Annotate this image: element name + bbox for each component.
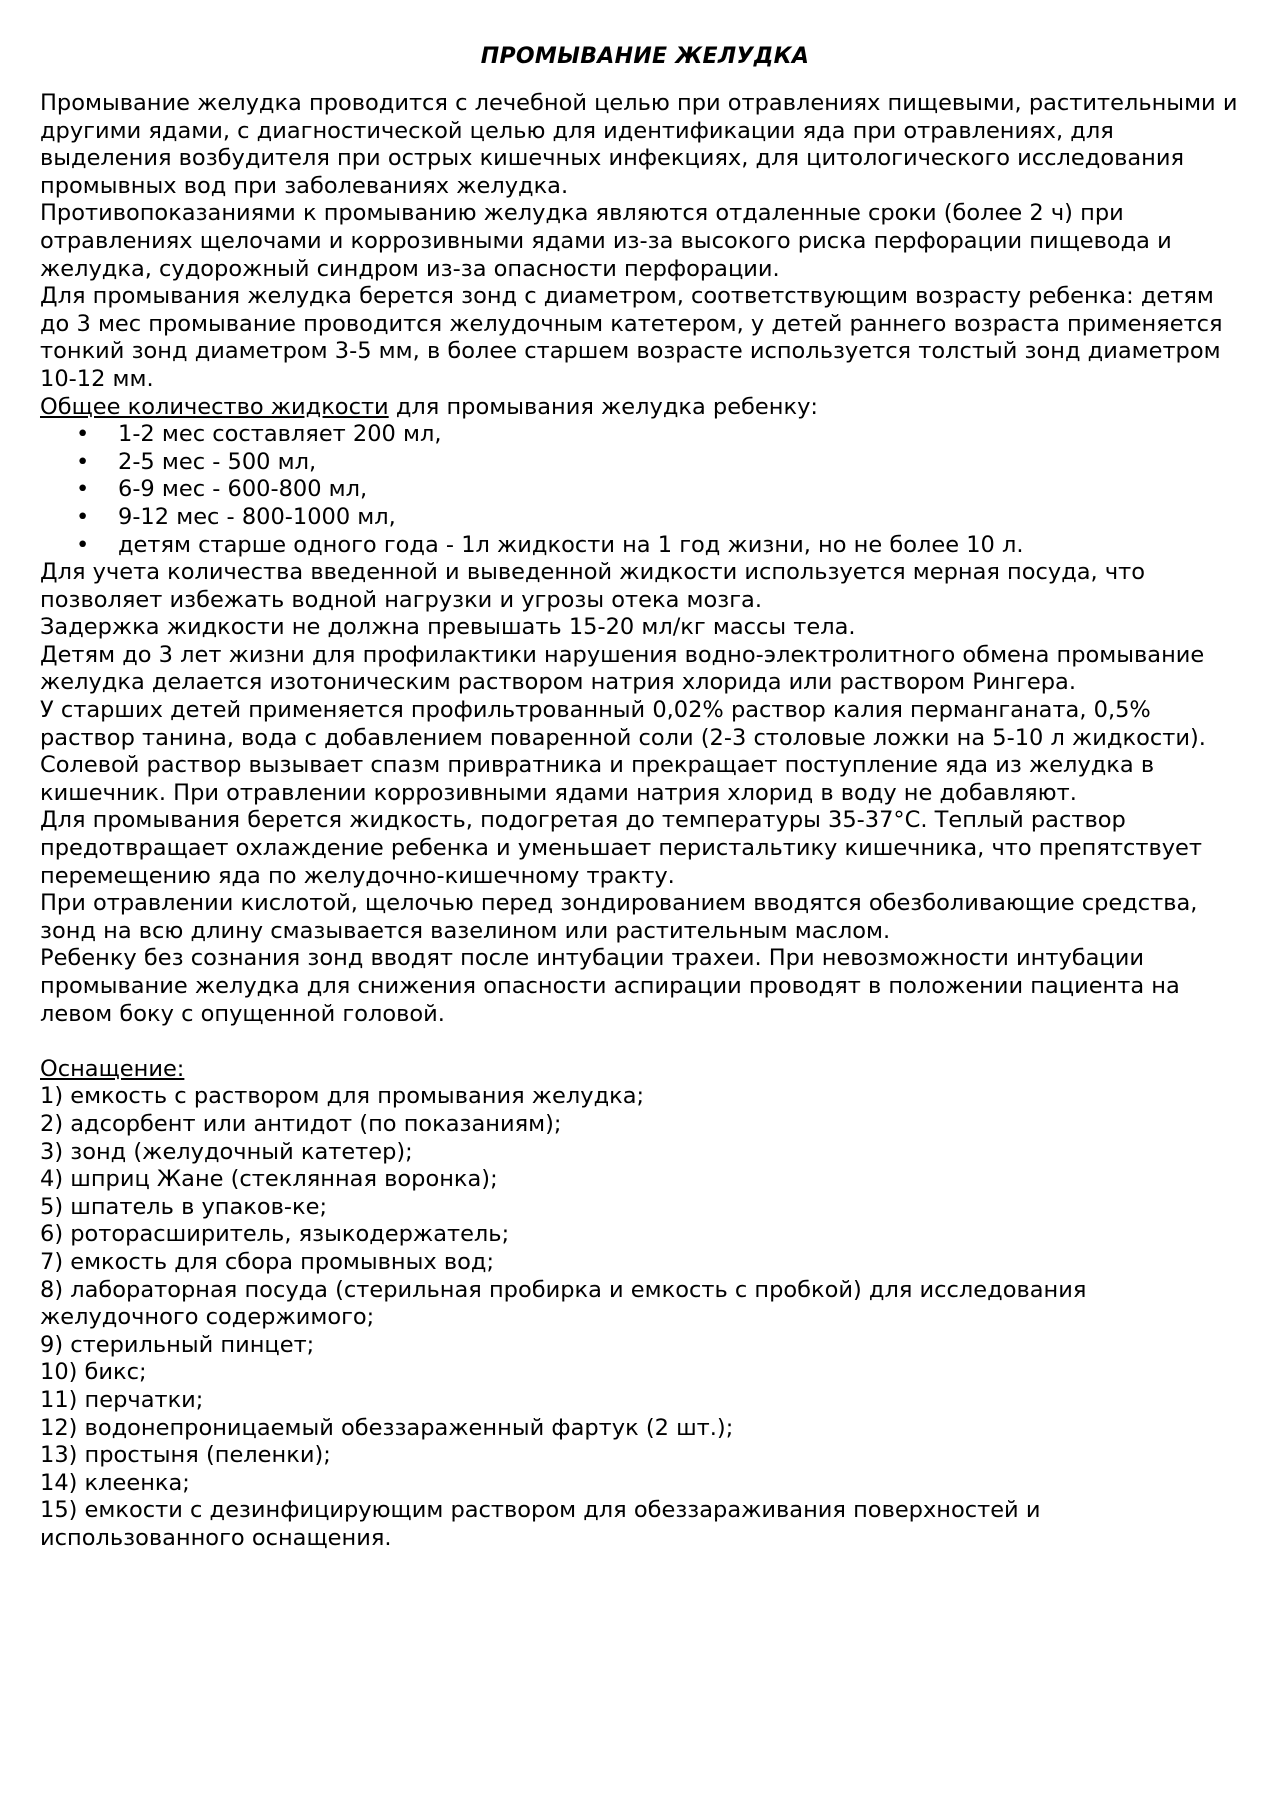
list-item: 4) шприц Жане (стеклянная воронка); xyxy=(40,1166,498,1193)
list-item: 1) емкость с раствором для промывания желудка; xyxy=(40,1083,645,1110)
list-item: 7) емкость для сбора промывных вод; xyxy=(40,1248,495,1275)
list-item: 5) шпатель в упаков-ке; xyxy=(40,1193,328,1220)
document-page xyxy=(40,0,1250,1552)
list-item: 8) лабораторная посуда (стерильная пробирка и емкость с пробкой) для исследования желудочного содержимого; xyxy=(40,1276,1087,1331)
volume-heading-underlined: Общее количество жидкости xyxy=(40,393,389,420)
intro-paragraph-contraindications: Противопоказаниями к промыванию желудка являются отдаленные сроки (более 2 ч) при отравлениях щелочами и коррозивными ядами из-за высокого риска перфорации пищевода и желудка, судорожный синдром из-за опасности перфорации. xyxy=(40,200,1172,282)
list-item: 6) роторасширитель, языкодержатель; xyxy=(40,1221,510,1248)
paragraph-measuring: Для учета количества введенной и выведенной жидкости используется мерная посуда, что позволяет избежать водной нагрузки и угрозы отека мозга. xyxy=(40,559,1146,613)
paragraph-retention: Задержка жидкости не должна превышать 15-20 мл/кг массы тела. xyxy=(40,614,856,641)
list-item: 9) стерильный пинцет; xyxy=(40,1331,315,1358)
paragraph-older-children: У старших детей применяется профильтрованный 0,02% раствор калия перманганата, 0,5% раствор танина, вода с добавлением поваренной соли (2-3 столовые ложки на 5-10 л жидкости). Солевой раствор вызывает спазм привратника и прекращает поступление яда из желудка в кишечник. При отравлении коррозивными ядами натрия хлорид в воду не добавляют. xyxy=(40,697,1206,806)
paragraph-acid-poisoning: При отравлении кислотой, щелочью перед зондированием вводятся обезболивающие средства, зонд на всю длину смазывается вазелином или растительным маслом. xyxy=(40,890,1198,944)
document-body xyxy=(40,90,1250,1552)
equipment-heading-text: Оснащение: xyxy=(40,1055,185,1082)
intro-paragraph-probe: Для промывания желудка берется зонд с диаметром, соответствующим возрасту ребенка: детям до 3 мес промывание проводится желудочным катетером, у детей раннего возраста применяется тонкий зонд диаметром 3-5 мм, в более старшем возрасте используется толстый зонд диаметром 10-12 мм. xyxy=(40,283,1223,392)
paragraph-unconscious: Ребенку без сознания зонд вводят после интубации трахеи. При невозможности интубации промывание желудка для снижения опасности аспирации проводят в положении пациента на левом боку с опущенной головой. xyxy=(40,945,1180,1027)
paragraph-temperature: Для промывания берется жидкость, подогретая до температуры 35-37°С. Теплый раствор предотвращает охлаждение ребенка и уменьшает перистальтику кишечника, что препятствует перемещению яда по желудочно-кишечному тракту. xyxy=(40,807,1202,889)
list-item: • детям старше одного года - 1л жидкости на 1 год жизни, но не более 10 л. xyxy=(40,532,1250,560)
list-item: 14) клеенка; xyxy=(40,1469,190,1496)
list-item: 2) адсорбент или антидот (по показаниям); xyxy=(40,1110,562,1137)
list-item: • 6-9 мес - 600-800 мл, xyxy=(40,476,1250,504)
volume-heading xyxy=(40,394,1250,422)
list-item: 12) водонепроницаемый обеззараженный фартук (2 шт.); xyxy=(40,1414,734,1441)
list-item: 10) бикс; xyxy=(40,1359,147,1386)
equipment-list xyxy=(40,1083,1250,1552)
blank-line xyxy=(40,1028,1250,1056)
list-item: 13) простыня (пеленки); xyxy=(40,1442,331,1469)
list-item: • 2-5 мес - 500 мл, xyxy=(40,449,1250,477)
list-item: • 1-2 мес составляет 200 мл, xyxy=(40,421,1250,449)
list-item: 11) перчатки; xyxy=(40,1386,204,1413)
list-item: 3) зонд (желудочный катетер); xyxy=(40,1138,413,1165)
volume-list xyxy=(40,421,1250,559)
volume-heading-rest: для промывания желудка ребенку: xyxy=(388,393,818,420)
list-item: 15) емкости с дезинфицирующим раствором для обеззараживания поверхностей и использованного оснащения. xyxy=(40,1497,1041,1551)
paragraph-young-children: Детям до 3 лет жизни для профилактики нарушения водно-электролитного обмена промывание желудка делается изотоническим раствором натрия хлорида или раствором Рингера. xyxy=(40,641,1205,696)
list-item: • 9-12 мес - 800-1000 мл, xyxy=(40,504,1250,532)
intro-paragraph-purpose: Промывание желудка проводится с лечебной целью при отравлениях пищевыми, растительными и другими ядами, с диагностической целью для идентификации яда при отравлениях, для выделения возбудителя при острых кишечных инфекциях, для цитологического исследования промывных вод при заболеваниях желудка. xyxy=(40,90,1238,199)
equipment-heading xyxy=(40,1056,1250,1084)
page-title: ПРОМЫВАНИЕ ЖЕЛУДКА xyxy=(480,44,810,69)
